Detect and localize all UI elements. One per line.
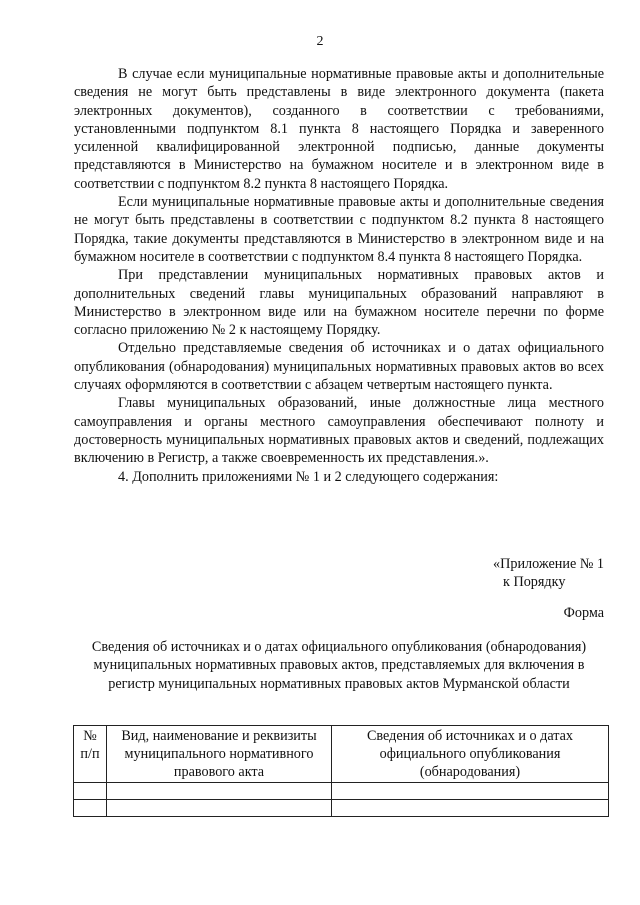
table-cell (332, 783, 609, 800)
form-table (73, 725, 609, 817)
appendix-note (493, 555, 604, 592)
header-sources: Сведения об источниках и о датах официального опубликования (обнародования) (332, 726, 609, 783)
appendix-title: «Приложение № 1 (493, 556, 604, 572)
paragraph: Отдельно представляемые сведения об источниках и о датах официального опубликования (обнародования) муниципальных нормативных правовых актов во всех случаях оформляются в соответствии с абзацем четвертым настоящего пункта. (74, 340, 604, 394)
table-cell (74, 783, 107, 800)
paragraph: Главы муниципальных образований, иные должностные лица местного самоуправления и органы местного самоуправления обеспечивают полноту и достоверность муниципальных нормативных правовых актов и сведений, подлежащих включению в Регистр, а также своевременность их представления.». (74, 395, 604, 467)
table-row (74, 800, 609, 817)
header-act: Вид, наименование и реквизиты муниципального нормативного правового акта (107, 726, 332, 783)
paragraph: Если муниципальные нормативные правовые акты и дополнительные сведения не могут быть представлены в соответствии с подпунктом 8.2 пункта 8 настоящего Порядка, такие документы представляются в Министерство в электронном виде и на бумажном носителе в соответствии с подпунктом 8.4 пункта 8 настоящего Порядка. (74, 194, 604, 265)
table-row (74, 783, 609, 800)
form-label: Форма (563, 605, 604, 621)
table-header-row (74, 726, 609, 783)
body-text (74, 65, 604, 486)
paragraph: В случае если муниципальные нормативные правовые акты и дополнительные сведения не могут быть представлены в виде электронного документа (пакета электронных документов), созданного в соответствии с требованиями, установленными подпунктом 8.1 пункта 8 настоящего Порядка и заверенного усиленной квалифицированной электронной подписью, данные документы представляются в Министерство на бумажном носителе и в электронном виде в соответствии с подпунктом 8.2 пункта 8 настоящего Порядка. (74, 66, 604, 192)
table-cell (107, 800, 332, 817)
table-cell (107, 783, 332, 800)
form-heading: Сведения об источниках и о датах официального опубликования (обнародования) муниципальных нормативных правовых актов, представляемых для включения в регистр муниципальных нормативных правовых актов Мурманской области (91, 639, 587, 692)
paragraph: 4. Дополнить приложениями № 1 и 2 следующего содержания: (118, 468, 499, 485)
table-cell (74, 800, 107, 817)
header-number: № п/п (74, 726, 107, 783)
paragraph: При представлении муниципальных нормативных правовых актов и дополнительных сведений главы муниципальных образований направляют в Министерство в электронном виде или на бумажном носителе перечни по форме согласно приложению № 2 к настоящему Порядку. (74, 267, 604, 339)
appendix-ref: к Порядку (503, 574, 566, 591)
page-number: 2 (316, 34, 324, 49)
table-cell (332, 800, 609, 817)
